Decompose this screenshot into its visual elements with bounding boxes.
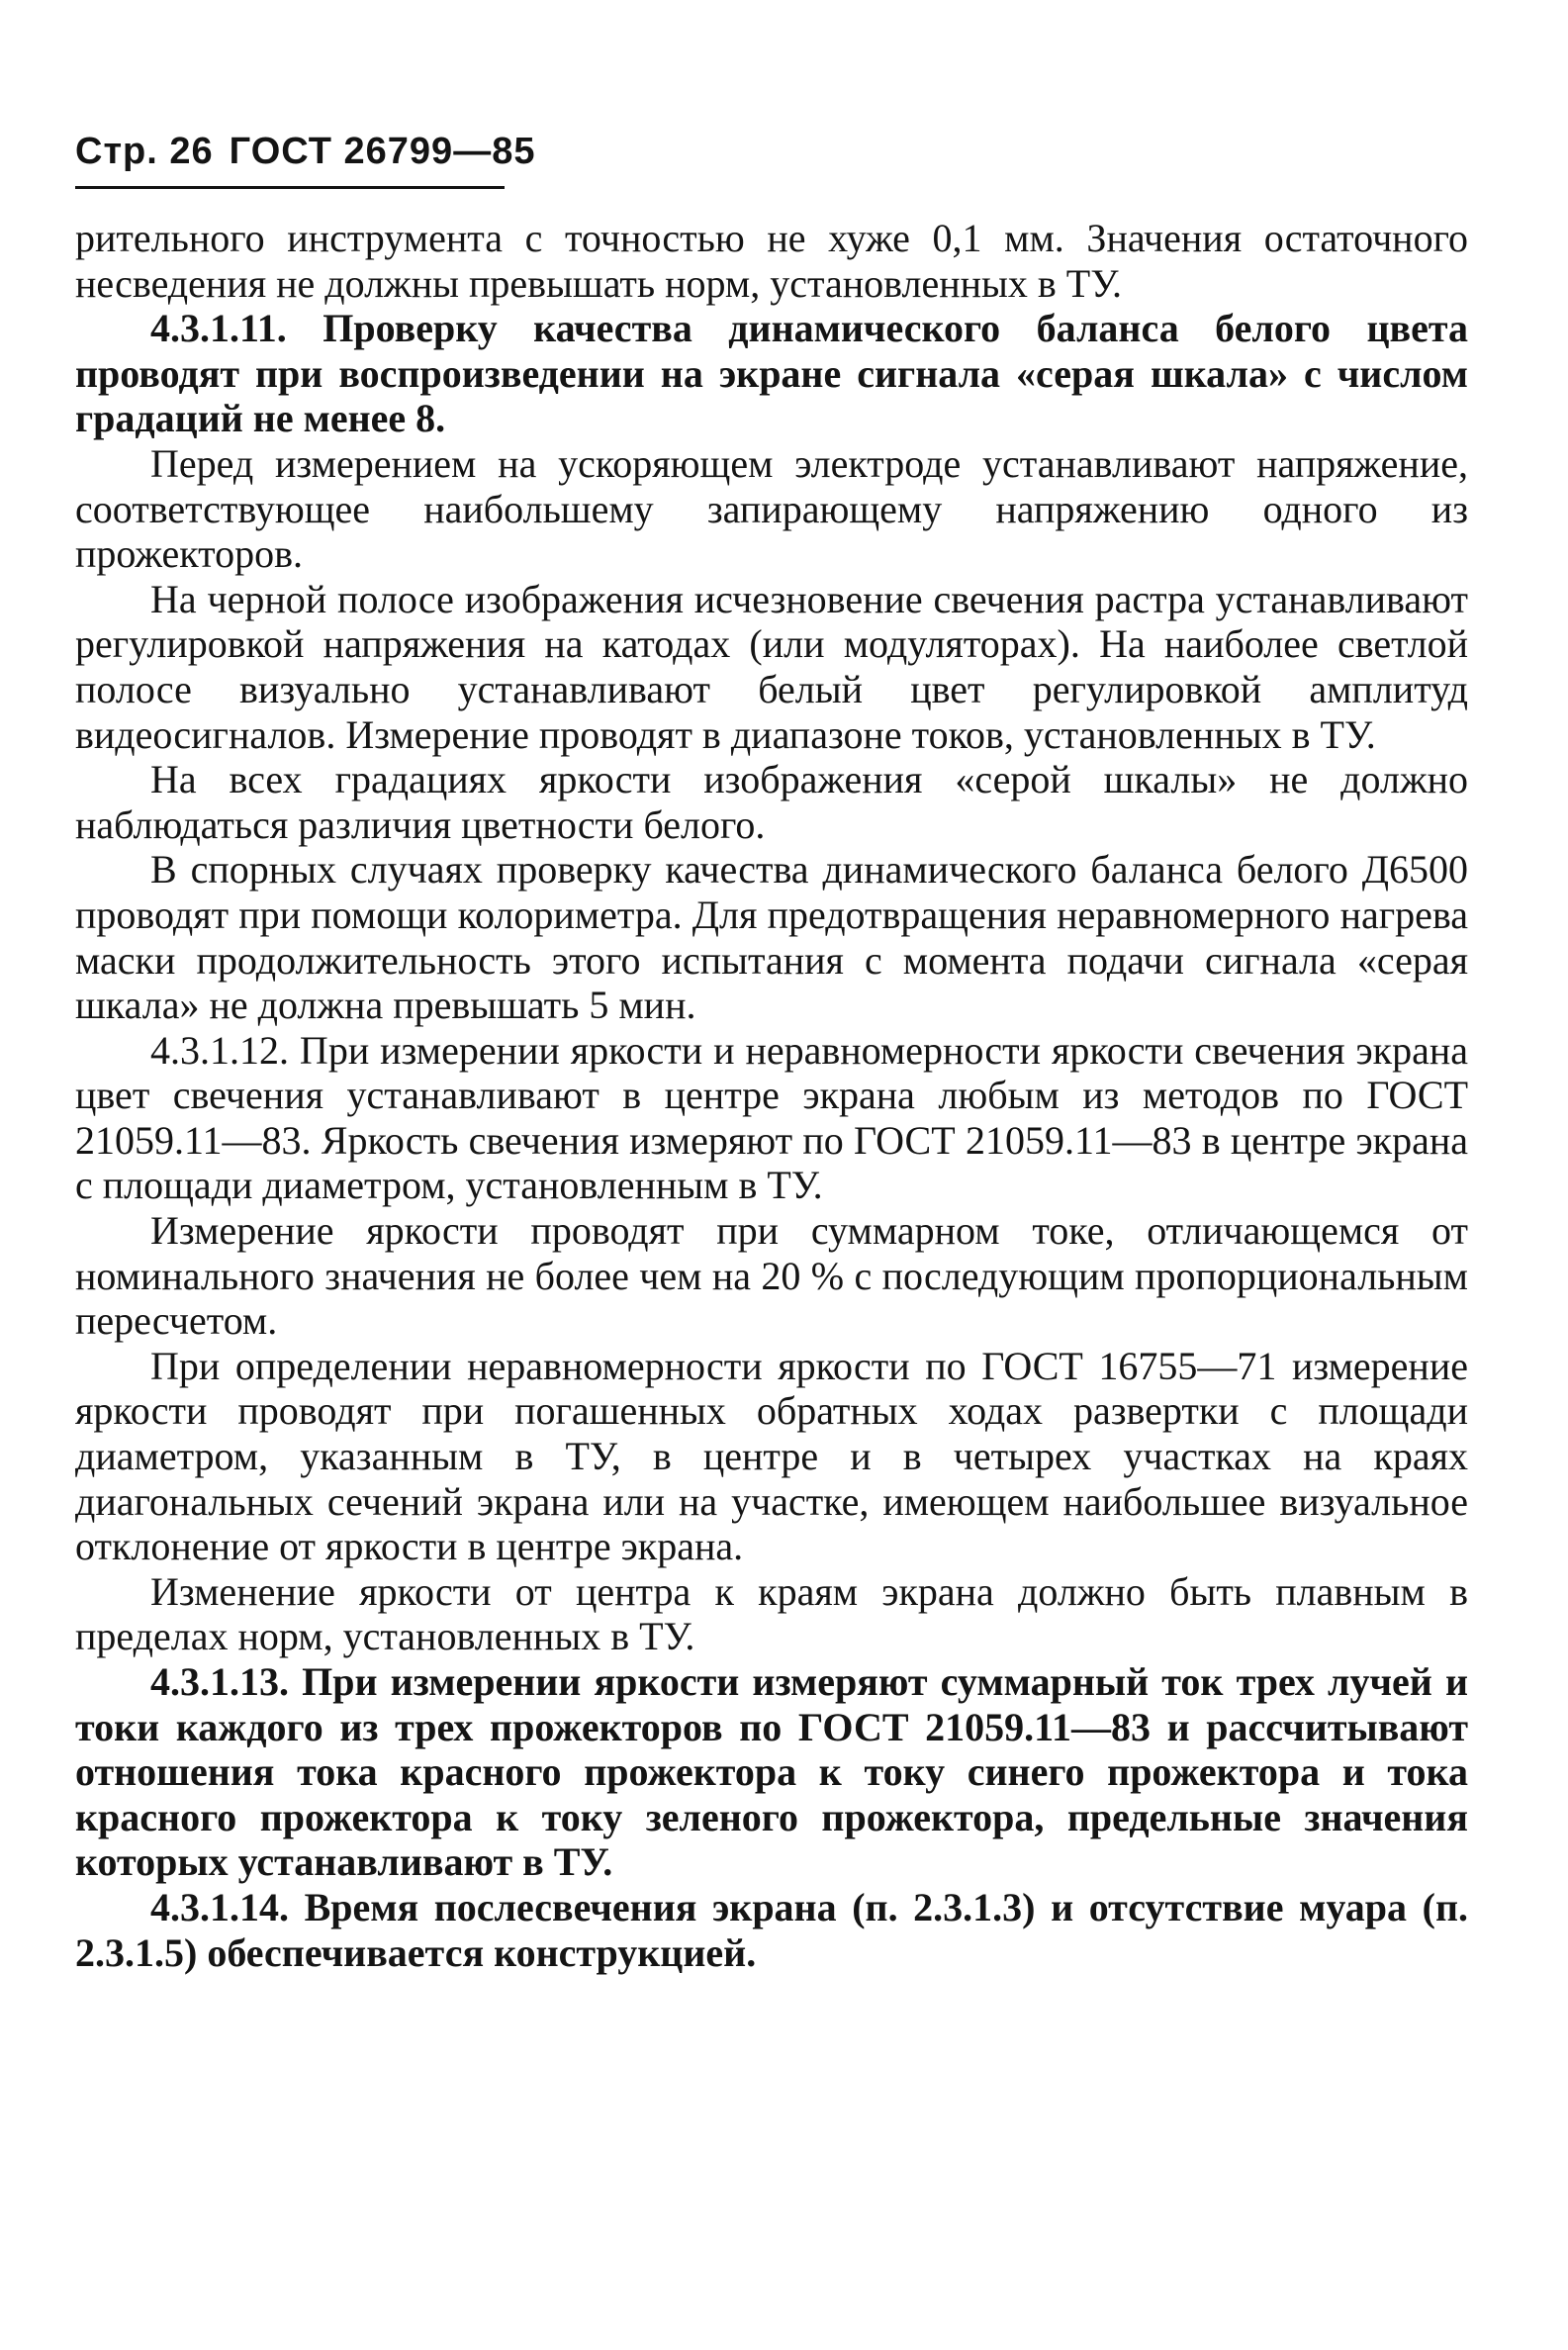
paragraph-gray-scale: На всех градациях яркости изображения «серой шкалы» не должно наблюдаться различия цветности белого.	[75, 757, 1468, 847]
paragraph-brightness-change: Изменение яркости от центра к краям экрана должно быть плавным в пределах норм, установленных в ТУ.	[75, 1568, 1468, 1659]
running-head	[75, 131, 535, 173]
paragraph-nonuniformity: При определении неравномерности яркости по ГОСТ 16755—71 измерение яркости проводят при погашенных обратных ходах развертки с площади диаметром, указанным в ТУ, в центре и в четырех участках на краях диагональных сечений экрана или на участке, имеющем наибольшее визуальное отклонение от яркости в центре экрана.	[75, 1343, 1468, 1569]
paragraph-voltage-setup: Перед измерением на ускоряющем электроде устанавливают напряжение, соответствующее наибольшему запирающему напряжению одного из прожекторов.	[75, 440, 1468, 577]
paragraph-continuation: рительного инструмента с точностью не хуже 0,1 мм. Значения остаточного несведения не должны превышать норм, установленных в ТУ.	[75, 216, 1468, 306]
paragraph-black-white-adjust: На черной полосе изображения исчезновение свечения растра устанавливают регулировкой напряжения на катодах (или модуляторах). На наиболее светлой полосе визуально устанавливают белый цвет регулировкой амплитуд видеосигналов. Измерение проводят в диапазоне токов, установленных в ТУ.	[75, 576, 1468, 757]
standard-number: ГОСТ 26799—85	[229, 131, 536, 172]
body-text	[75, 216, 1468, 1975]
paragraph-colorimeter: В спорных случаях проверку качества динамического баланса белого Д6500 проводят при помощи колориметра. Для предотвращения неравномерного нагрева маски продолжительность этого испытания с момента подачи сигнала «серая шкала» не должна превышать 5 мин.	[75, 847, 1468, 1028]
page-label: Стр. 26	[75, 131, 214, 172]
paragraph-clause-4-3-1-13: 4.3.1.13. При измерении яркости измеряют суммарный ток трех лучей и токи каждого из трех прожекторов по ГОСТ 21059.11—83 и рассчитывают отношения тока красного прожектора к току синего прожектора и тока красного прожектора к току зеленого прожектора, предельные значения которых устанавливают в ТУ.	[75, 1659, 1468, 1885]
paragraph-clause-4-3-1-14: 4.3.1.14. Время послесвечения экрана (п. 2.3.1.3) и отсутствие муара (п. 2.3.1.5) обеспечивается конструкцией.	[75, 1884, 1468, 1975]
paragraph-current-tolerance: Измерение яркости проводят при суммарном токе, отличающемся от номинального значения не более чем на 20 % с последующим пропорциональным пересчетом.	[75, 1208, 1468, 1344]
paragraph-clause-4-3-1-11: 4.3.1.11. Проверку качества динамического баланса белого цвета проводят при воспроизведении на экране сигнала «серая шкала» с числом градаций не менее 8.	[75, 306, 1468, 441]
header-rule	[75, 186, 505, 189]
paragraph-clause-4-3-1-12: 4.3.1.12. При измерении яркости и неравномерности яркости свечения экрана цвет свечения устанавливают в центре экрана любым из методов по ГОСТ 21059.11—83. Яркость свечения измеряют по ГОСТ 21059.11—83 в центре экрана с площади диаметром, установленным в ТУ.	[75, 1027, 1468, 1208]
